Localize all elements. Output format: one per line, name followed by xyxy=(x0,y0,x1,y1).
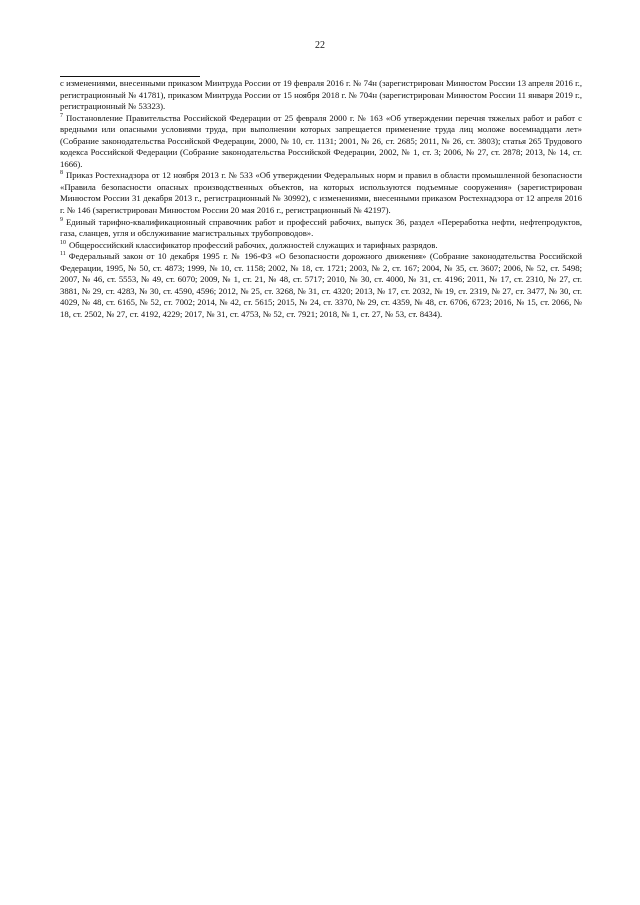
footnote-marker: 11 xyxy=(60,251,66,258)
footnote-text: Единый тарифно-квалификационный справочник работ и профессий рабочих, выпуск 36, раздел «Переработка нефти, нефтепродуктов, газа, сланцев, угля и обслуживание магистральных трубопроводов». xyxy=(60,216,582,239)
footnote-continued xyxy=(60,78,582,113)
footnote-marker: 9 xyxy=(60,216,63,223)
footnote-marker: 7 xyxy=(60,112,63,119)
footnote-9 xyxy=(60,217,582,240)
footnote-7 xyxy=(60,113,582,171)
footnote-8 xyxy=(60,170,582,216)
page-number: 22 xyxy=(315,40,325,51)
footnote-marker: 10 xyxy=(60,239,66,246)
footnote-text: Приказ Ростехнадзора от 12 ноября 2013 г. № 533 «Об утверждении Федеральных норм и правил в области промышленной безопасности «Правила безопасности опасных производственных объектов, на которых используются подъемные сооружения» (зарегистрирован Минюстом России 31 декабря 2013 г., регистрационный № 30992), с изменениями, внесенными приказом Ростехнадзора от 12 апреля 2016 г. № 146 (зарегистрирован Минюстом России 20 мая 2016 г., регистрационный № 42197). xyxy=(60,170,582,216)
footnote-text: Федеральный закон от 10 декабря 1995 г. № 196-ФЗ «О безопасности дорожного движения» (Собрание законодательства Российской Федерации, 1995, № 50, ст. 4873; 1999, № 10, ст. 1158; 2002, № 18, ст. 1721; 2003, № 2, ст. 167; 2004, № 35, ст. 3607; 2006, № 52, ст. 5498; 2007, № 46, ст. 5553, № 49, ст. 6070; 2009, № 1, ст. 21, № 48, ст. 5717; 2010, № 30, ст. 4000, № 31, ст. 4196; 2011, № 17, ст. 2310, № 27, ст. 3881, № 29, ст. 4283, № 30, ст. 4590, 4596; 2012, № 25, ст. 3268, № 31, ст. 4320; 2013, № 17, ст. 2032, № 19, ст. 2319, № 27, ст. 3477, № 30, ст. 4029, № 48, ст. 6165, № 52, ст. 7002; 2014, № 42, ст. 5615; 2015, № 24, ст. 3370, № 29, ст. 4359, № 48, ст. 6706, 6723; 2016, № 15, ст. 2066, № 18, ст. 2502, № 27, ст. 4192, 4229; 2017, № 31, ст. 4753, № 52, ст. 7921; 2018, № 1, ст. 27, № 53, ст. 8434). xyxy=(60,251,582,319)
footnote-text: Постановление Правительства Российской Федерации от 25 февраля 2000 г. № 163 «Об утверждении перечня тяжелых работ и работ с вредными или опасными условиями труда, при выполнении которых запрещается применение труда лиц моложе восемнадцати лет» (Собрание законодательства Российской Федерации, 2000, № 10, ст. 1131; 2001, № 26, ст. 2685; 2011, № 26, ст. 3803); статья 265 Трудового кодекса Российской Федерации (Собрание законодательства Российской Федерации, 2002, № 1, ст. 3; 2006, № 27, ст. 2878; 2013, № 14, ст. 1666). xyxy=(60,112,582,169)
footnotes xyxy=(60,78,582,320)
footnote-10 xyxy=(60,240,582,252)
footnote-11 xyxy=(60,251,582,320)
footnote-text: Общероссийский классификатор профессий рабочих, должностей служащих и тарифных разрядов. xyxy=(69,239,438,250)
footnote-marker: 8 xyxy=(60,170,63,177)
footnote-separator xyxy=(60,76,200,77)
footnote-text: с изменениями, внесенными приказом Минтруда России от 19 февраля 2016 г. № 74н (зарегистрирован Минюстом России 13 апреля 2016 г., регистрационный № 41781), приказом Минтруда России от 15 ноября 2018 г. № 704н (зарегистрирован Минюстом России 11 января 2019 г., регистрационный № 53323). xyxy=(60,78,582,112)
